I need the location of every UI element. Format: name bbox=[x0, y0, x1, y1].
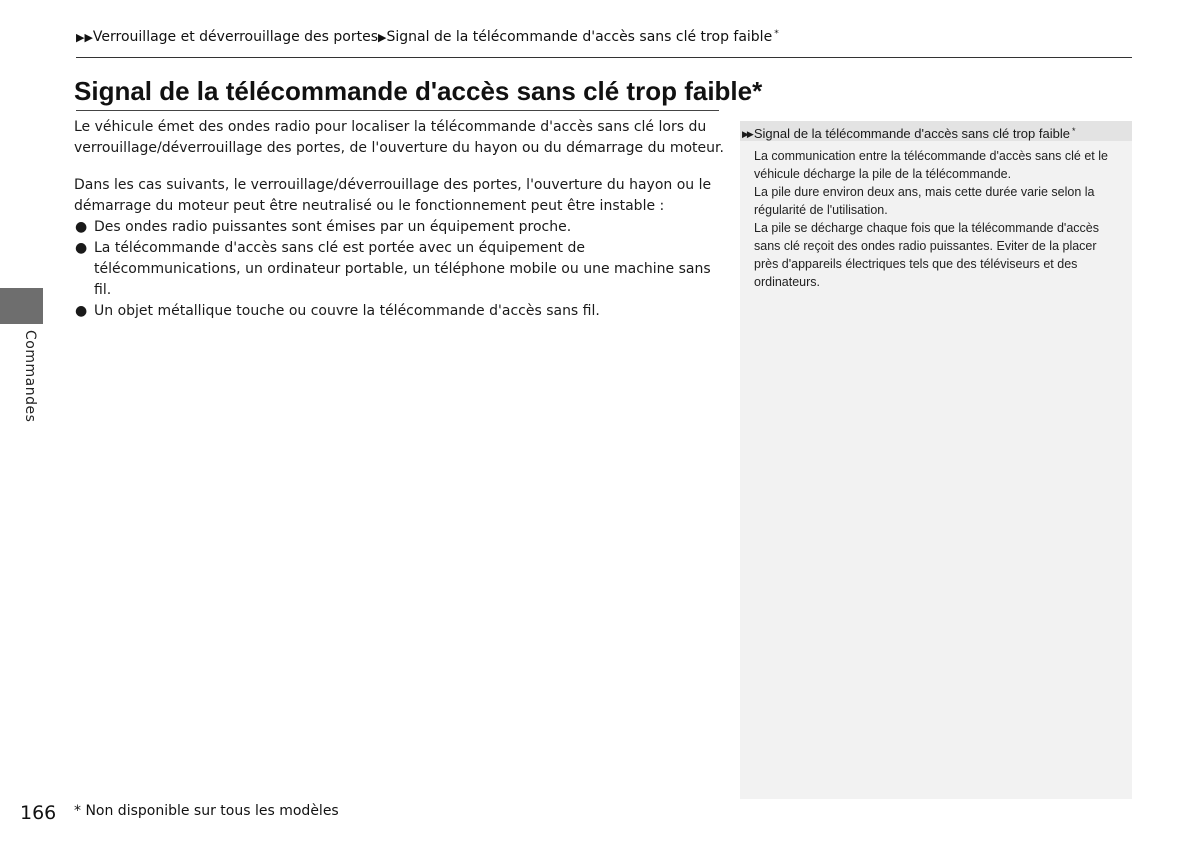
note-paragraph: La pile dure environ deux ans, mais cette durée varie selon la régularité de l'utilisation. bbox=[754, 185, 1095, 217]
note-body bbox=[754, 147, 1124, 291]
bullet-icon: ● bbox=[75, 219, 88, 235]
title-underline bbox=[76, 110, 719, 111]
note-reference-icon: ▶▶ bbox=[742, 129, 752, 139]
note-paragraph: La communication entre la télécommande d'accès sans clé et le véhicule décharge la pile de la télécommande. bbox=[754, 149, 1108, 181]
footnote: * Non disponible sur tous les modèles bbox=[74, 803, 339, 819]
bullet-icon: ● bbox=[75, 303, 88, 319]
page-title: Signal de la télécommande d'accès sans clé trop faible* bbox=[74, 76, 763, 106]
breadcrumb-asterisk: * bbox=[774, 29, 779, 39]
note-panel bbox=[740, 121, 1132, 799]
conditions-list bbox=[74, 217, 724, 322]
bullet-icon: ● bbox=[75, 240, 88, 256]
list-item bbox=[74, 217, 724, 238]
note-header-asterisk: * bbox=[1071, 126, 1076, 136]
list-item-text: La télécommande d'accès sans clé est portée avec un équipement de télécommunications, un ordinateur portable, un téléphone mobile ou une machine sans fil. bbox=[94, 240, 711, 298]
list-item bbox=[74, 238, 724, 301]
page-number: 166 bbox=[20, 802, 57, 824]
conditions-paragraph: Dans les cas suivants, le verrouillage/déverrouillage des portes, l'ouverture du hayon ou le démarrage du moteur peut être neutralisé ou le fonctionnement peut être instable : bbox=[74, 177, 712, 214]
breadcrumb-arrow-icon: ▶▶ bbox=[76, 31, 93, 44]
list-item-text: Des ondes radio puissantes sont émises par un équipement proche. bbox=[94, 219, 572, 235]
list-item bbox=[74, 301, 724, 322]
list-item-text: Un objet métallique touche ou couvre la télécommande d'accès sans fil. bbox=[94, 303, 600, 319]
breadcrumb-section-link[interactable]: Verrouillage et déverrouillage des portes bbox=[92, 29, 379, 45]
chapter-tab-label: Commandes bbox=[22, 330, 38, 423]
main-content bbox=[74, 117, 724, 322]
header-divider bbox=[76, 57, 1132, 58]
note-header bbox=[740, 121, 1132, 141]
note-header-title: Signal de la télécommande d'accès sans clé trop faible bbox=[753, 126, 1070, 141]
breadcrumb-separator-icon: ▶ bbox=[378, 31, 387, 44]
breadcrumb-topic: Signal de la télécommande d'accès sans clé trop faible bbox=[386, 29, 773, 45]
breadcrumb bbox=[76, 24, 779, 44]
chapter-tab-marker bbox=[0, 288, 43, 324]
note-paragraph: La pile se décharge chaque fois que la télécommande d'accès sans clé reçoit des ondes radio puissantes. Eviter de la placer près d'appareils électriques tels que des téléviseurs et des ordinateurs. bbox=[754, 221, 1099, 289]
intro-paragraph: Le véhicule émet des ondes radio pour localiser la télécommande d'accès sans clé lors du verrouillage/déverrouillage des portes, de l'ouverture du hayon ou du démarrage du moteur. bbox=[74, 119, 724, 156]
